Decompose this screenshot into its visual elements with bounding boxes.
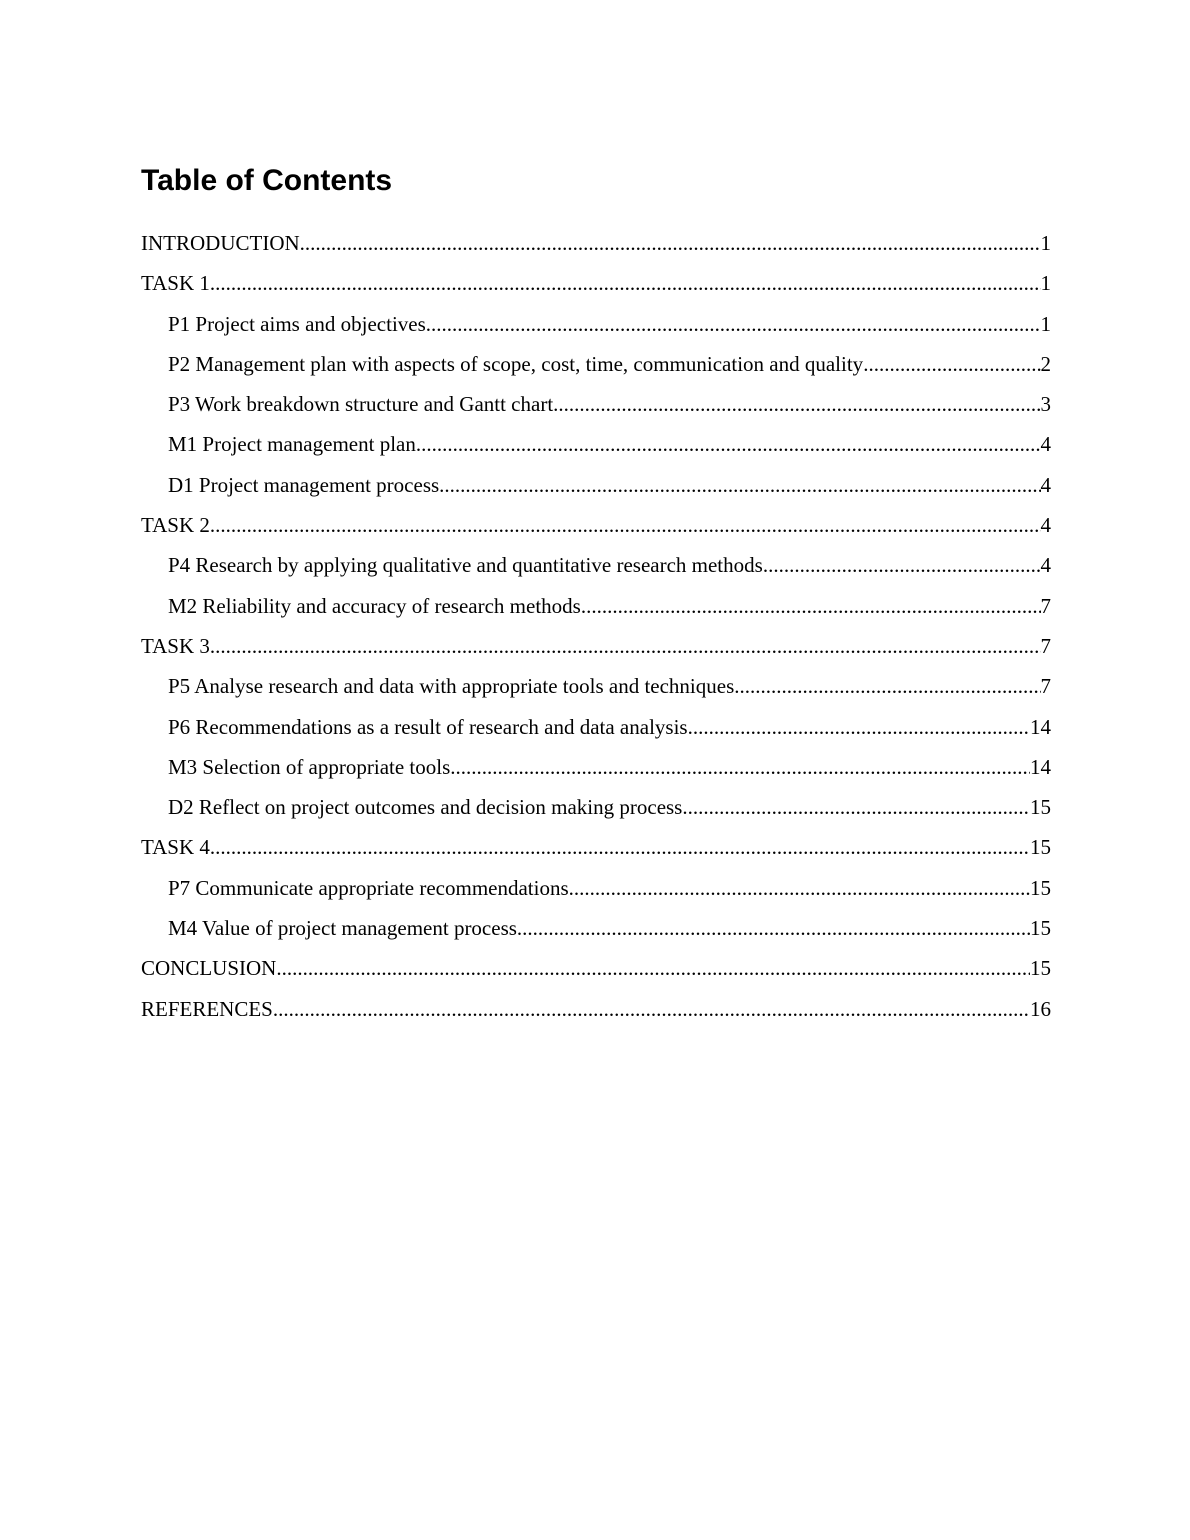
toc-entry-label: P7 Communicate appropriate recommendations	[168, 875, 569, 900]
toc-page-number: 15	[1030, 956, 1051, 981]
toc-entry-label: P2 Management plan with aspects of scope, cost, time, communication and quality	[168, 351, 864, 376]
toc-entry-label: M1 Project management plan	[168, 432, 416, 457]
toc-subentry[interactable]	[141, 545, 1051, 585]
toc-entry[interactable]	[141, 505, 1051, 545]
toc-dot-leader	[273, 989, 1030, 1029]
toc-entry-label: TASK 4	[141, 835, 210, 860]
toc-entry[interactable]	[141, 626, 1051, 666]
toc-page-number: 15	[1030, 916, 1051, 941]
toc-dot-leader	[734, 666, 1040, 706]
toc-subentry[interactable]	[141, 344, 1051, 384]
toc-page-number: 3	[1040, 392, 1051, 417]
toc-page-number: 15	[1030, 835, 1051, 860]
toc-dot-leader	[763, 545, 1041, 585]
toc-entry-label: P6 Recommendations as a result of research and data analysis	[168, 714, 688, 739]
toc-dot-leader	[210, 827, 1030, 867]
toc-dot-leader	[426, 304, 1041, 344]
toc-subentry[interactable]	[141, 787, 1051, 827]
toc-page-number: 14	[1030, 754, 1051, 779]
toc-subentry[interactable]	[141, 707, 1051, 747]
toc-entry-label: M3 Selection of appropriate tools	[168, 754, 451, 779]
toc-page-number: 4	[1040, 513, 1051, 538]
toc-entry[interactable]	[141, 989, 1051, 1029]
toc-dot-leader	[450, 747, 1030, 787]
toc-entry-label: P3 Work breakdown structure and Gantt chart	[168, 392, 554, 417]
toc-entry-label: REFERENCES	[141, 996, 273, 1021]
toc-page-number: 2	[1040, 351, 1051, 376]
toc-dot-leader	[517, 908, 1030, 948]
toc-page-number: 15	[1030, 875, 1051, 900]
toc-entry-label: M4 Value of project management process	[168, 916, 517, 941]
toc-entry-label: TASK 3	[141, 633, 210, 658]
toc-page-number: 1	[1040, 271, 1051, 296]
toc-dot-leader	[210, 263, 1041, 303]
toc-entry[interactable]	[141, 223, 1051, 263]
toc-entry-label: P5 Analyse research and data with appropriate tools and techniques	[168, 674, 735, 699]
toc-dot-leader	[569, 868, 1030, 908]
toc-subentry[interactable]	[141, 908, 1051, 948]
toc-page-number: 15	[1030, 795, 1051, 820]
toc-page-number: 14	[1030, 714, 1051, 739]
toc-page-number: 7	[1040, 633, 1051, 658]
toc-page-number: 7	[1040, 593, 1051, 618]
toc-entry[interactable]	[141, 948, 1051, 988]
toc-dot-leader	[581, 586, 1041, 626]
toc-dot-leader	[276, 948, 1030, 988]
toc-page-number: 4	[1040, 432, 1051, 457]
toc-entry[interactable]	[141, 827, 1051, 867]
toc-subentry[interactable]	[141, 868, 1051, 908]
toc-subentry[interactable]	[141, 304, 1051, 344]
toc-entry-label: TASK 2	[141, 513, 210, 538]
toc-entry-label: CONCLUSION	[141, 956, 277, 981]
toc-page-number: 7	[1040, 674, 1051, 699]
toc-dot-leader	[439, 465, 1040, 505]
toc-page-number: 1	[1040, 231, 1051, 255]
toc-entry-label: P4 Research by applying qualitative and quantitative research methods	[168, 553, 763, 578]
toc-page-number: 4	[1040, 472, 1051, 497]
toc-heading: Table of Contents	[141, 164, 393, 197]
toc-page-number: 1	[1040, 311, 1051, 336]
toc-dot-leader	[553, 384, 1040, 424]
toc-subentry[interactable]	[141, 424, 1051, 464]
toc-page-number: 16	[1030, 996, 1051, 1021]
toc-subentry[interactable]	[141, 666, 1051, 706]
toc-subentry[interactable]	[141, 384, 1051, 424]
toc-subentry[interactable]	[141, 747, 1051, 787]
toc-dot-leader	[682, 787, 1030, 827]
toc-dot-leader	[688, 707, 1030, 747]
toc-page-number: 4	[1040, 553, 1051, 578]
toc-entry-label: D2 Reflect on project outcomes and decision making process	[168, 795, 683, 820]
toc-entry-label: INTRODUCTION	[141, 231, 300, 255]
toc-entry-label: P1 Project aims and objectives	[168, 311, 426, 336]
toc-subentry[interactable]	[141, 465, 1051, 505]
toc-dot-leader	[210, 505, 1041, 545]
toc-list	[141, 223, 1051, 1029]
toc-entry-label: M2 Reliability and accuracy of research methods	[168, 593, 581, 618]
toc-subentry[interactable]	[141, 586, 1051, 626]
toc-dot-leader	[863, 344, 1040, 384]
toc-dot-leader	[210, 626, 1041, 666]
toc-dot-leader	[300, 223, 1041, 263]
toc-entry[interactable]	[141, 263, 1051, 303]
toc-entry-label: D1 Project management process	[168, 472, 440, 497]
toc-dot-leader	[416, 424, 1041, 464]
toc-entry-label: TASK 1	[141, 271, 210, 296]
